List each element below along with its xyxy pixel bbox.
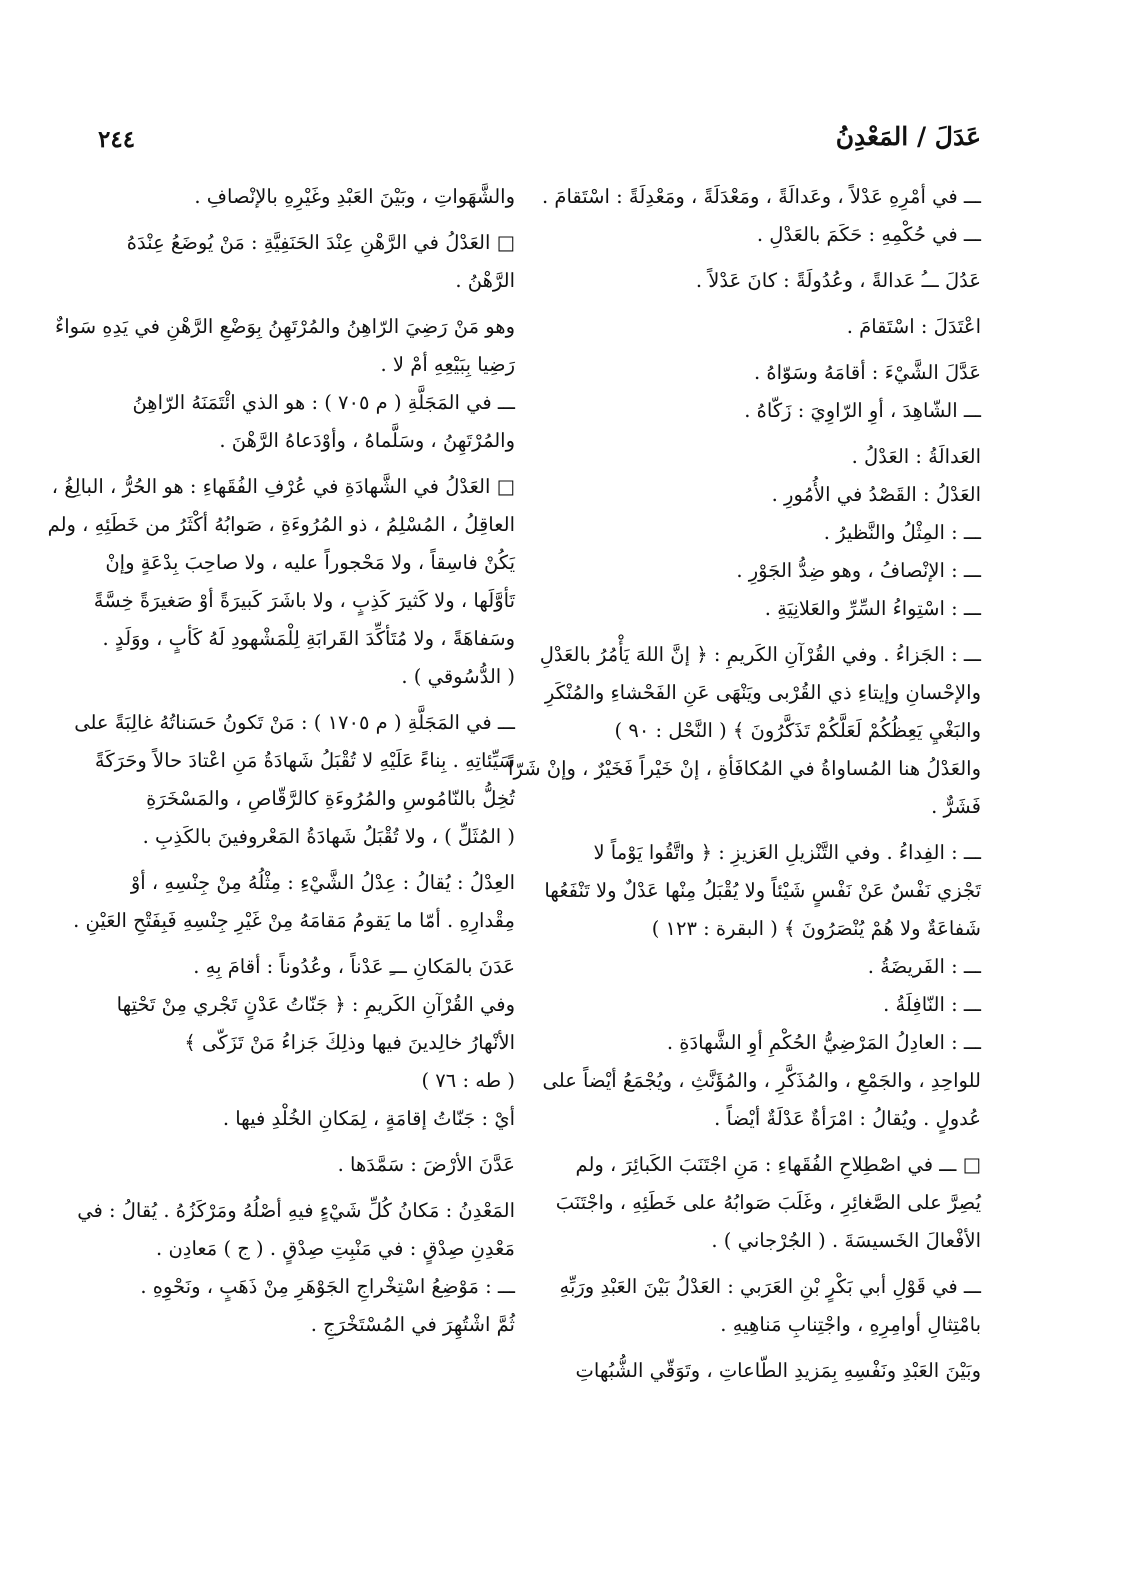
entry-line: المَعْدِنُ : مَكانُ كُلِّ شَيْءٍ فيهِ أصْلُهُ ومَرْكَزُهُ . يُقالُ : في [77,1199,515,1222]
entry-line: عَدَنَ بالمَكانِ ـــِ عَدْناً ، وعُدُوناً : أقامَ بِهِ . [193,955,515,978]
entry-line: والشَّهَواتِ ، وبَيْنَ العَبْدِ وغَيْرِهِ بالإنْصافِ . [194,185,515,208]
entry-line: العاقِلُ ، المُسْلِمُ ، ذو المُرُوءَةِ ، صَوابُهُ أكْثَرُ من خَطَئِهِ ، ولم [47,513,515,536]
entry-line: للواحِدِ ، والجَمْعِ ، والمُذَكَّرِ ، والمُؤَنَّثِ ، ويُجْمَعُ أيْضاً على [542,1069,981,1092]
entry-line: ( طه : ٧٦ ) [421,1069,515,1092]
entry-line: ثُمَّ اشْتُهِرَ في المُسْتَخْرَجِ . [310,1313,515,1336]
entry-line: شَفاعَةٌ ولا هُمْ يُنْصَرُونَ ﴾ ( البقرة : ١٢٣ ) [651,917,981,940]
entry-line: ـــ : المِثْلُ والنَّظيرُ . [823,521,981,544]
entry-line: ـــ في أمْرِهِ عَدْلاً ، وعَدالَةً ، ومَعْدَلَةً ، ومَعْدِلَةً : اسْتَقامَ . [542,185,981,208]
entry-line: رَضِيا بِبَيْعِهِ أمْ لا . [380,353,515,376]
entry-line: الأنْهارُ خالِدينَ فيها وذلِكَ جَزاءُ مَنْ تَزَكّى ﴾ [184,1031,515,1054]
entry-line: بامْتِثالِ أوامِرِهِ ، واجْتِنابِ مَناهِيهِ . [720,1313,981,1336]
entry-line: سَيِّئاتِهِ . بِناءً عَلَيْهِ لا تُقْبَلُ شَهادَةُ مَنِ اعْتادَ حالاً وحَرَكَةً [94,749,515,772]
entry-line: ـــ في حُكْمِهِ : حَكَمَ بالعَدْلِ . [756,223,981,246]
entry-line: ـــ : الفِداءُ . وفي التَّنْزيلِ العَزيزِ : ﴿ واتَّقُوا يَوْماً لا [593,841,981,864]
entry-line: عَدَّلَ الشَّيْءَ : أقامَهُ وسَوّاهُ . [753,361,981,384]
page-number: ٢٤٤ [98,126,136,153]
entry-line: ـــ : الفَريضَةُ . [867,955,981,978]
entry-line: العَدالَةُ : العَدْلُ . [851,445,981,468]
entry-line: تُخِلُّ بالنّامُوسِ والمُرُوءَةِ كالرَّقّاصِ ، والمَسْخَرَةِ [146,787,515,810]
entry-line: مَعْدِنِ صِدْقٍ : في مَنْبِتِ صِدْقٍ . ( ج ) مَعادِن . [156,1237,515,1260]
entry-line: العَدْلُ : القَصْدُ في الأُمُورِ . [771,483,981,506]
entry-line: والبَغْيِ يَعِظُكُمْ لَعَلَّكُمْ تَذَكَّرُونَ ﴾ ( النَّحْل : ٩٠ ) [614,719,981,742]
entry-line: ـــ : النّافِلَةُ . [883,993,981,1016]
entry-line: ـــ في المَجَلَّةِ ( م ٧٠٥ ) : هو الذي ائْتَمَنَهُ الرّاهِنُ [132,391,515,414]
entry-line: ـــ : مَوْضِعُ اسْتِخْراجِ الجَوْهَرِ مِنْ ذَهَبٍ ، ونَحْوِهِ . [140,1275,515,1298]
entry-line: تَأوَّلَها ، ولا كَثيرَ كَذِبٍ ، ولا باشَرَ كَبيرَةً أوْ صَغيرَةً خِسَّةً [93,589,515,612]
entry-line: يَكُنْ فاسِقاً ، ولا مَحْجوراً عليه ، ولا صاحِبَ بِدْعَةٍ وإنْ [105,551,515,574]
entry-line: ( الدُّسُوقي ) . [401,665,515,688]
entry-line: الرَّهْنُ . [455,269,515,292]
entry-line: والعَدْلُ هنا المُساواةُ في المُكافَأةِ ، إنْ خَيْراً فَخَيْرٌ ، وإنْ شَرّاً [508,757,981,780]
entry-line: وفي القُرْآنِ الكَريمِ : ﴿ جَنّاتُ عَدْنٍ تَجْري مِنْ تَحْتِها [116,993,515,1016]
entry-line: عَدَّنَ الأرْضَ : سَمَّدَها . [337,1153,515,1176]
entry-line: □ العَدْلُ في الشَّهادَةِ في عُرْفِ الفُقَهاءِ : هو الحُرُّ ، البالِغُ ، [51,475,515,498]
entry-line: ـــ : الجَزاءُ . وفي القُرْآنِ الكَريمِ : ﴿ إنَّ اللهَ يَأْمُرُ بالعَدْلِ [539,643,981,666]
entry-line: وهو مَنْ رَضِيَ الرّاهِنُ والمُرْتَهِنُ بِوَضْعِ الرَّهْنِ في يَدِهِ سَواءٌ [55,315,515,338]
entry-line: وبَيْنَ العَبْدِ ونَفْسِهِ بِمَزيدِ الطّاعاتِ ، وتَوَقّي الشُّبُهاتِ [575,1359,981,1382]
running-title: عَدَلَ / المَعْدِنُ [835,122,981,151]
entry-line: ـــ الشّاهِدَ ، أوِ الرّاوِيَ : زَكّاهُ . [744,399,981,422]
entry-line: ( المُثَلِّ ) ، ولا تُقْبَلُ شَهادَةُ المَعْروفينَ بالكَذِبِ . [142,825,515,848]
entry-line: عُدولٍ . ويُقالُ : امْرَأةٌ عَدْلَةٌ أيْضاً . [714,1107,981,1130]
entry-line: ـــ : اسْتِواءُ السِّرِّ والعَلانِيَةِ . [764,597,981,620]
entry-line: العِدْلُ : يُقالُ : عِدْلُ الشَّيْءِ : مِثْلُهُ مِنْ جِنْسِهِ ، أوْ [130,871,515,894]
right-column [508,178,981,1390]
entry-line: أيْ : جَنّاتُ إقامَةٍ ، لِمَكانِ الخُلْدِ فيها . [222,1107,515,1130]
entry-line: وسَفاهَةً ، ولا مُتَأكِّدَ القَرابَةِ لِلْمَشْهودِ لَهُ كَأبٍ ، ووَلَدٍ . [102,627,515,650]
entry-line: ـــ في قَوْلِ أبي بَكْرٍ بْنِ العَرَبي : العَدْلُ بَيْنَ العَبْدِ ورَبِّهِ [559,1275,981,1298]
entry-line: الأفْعالَ الخَسيسَةَ . ( الجُرْجاني ) . [711,1229,981,1252]
entry-line: ـــ في المَجَلَّةِ ( م ١٧٠٥ ) : مَنْ تَكونُ حَسَناتُهُ غالِبَةً على [74,711,515,734]
entry-line: فَشَرٌّ . [931,795,981,818]
left-column [47,178,515,1344]
entry-line: ـــ : العادِلُ المَرْضِيُّ الحُكْمِ أوِ الشَّهادَةِ . [666,1031,981,1054]
page-header [0,118,1131,168]
entry-line: عَدُلَ ـــُ عَدالةً ، وعُدُولَةً : كانَ عَدْلاً . [695,269,981,292]
entry-line: مِقْدارِهِ . أمّا ما يَقومُ مَقامَهُ مِنْ غَيْرِ جِنْسِهِ فَبِفَتْحِ العَيْنِ . [73,909,515,932]
entry-line: □ ـــ في اصْطِلاحِ الفُقَهاءِ : مَنِ اجْتَنَبَ الكَبائِرَ ، ولم [575,1153,981,1176]
entry-line: والمُرْتَهِنُ ، وسَلَّماهُ ، وأوْدَعاهُ الرَّهْنَ . [219,429,515,452]
entry-line: يُصِرَّ على الصَّغائِرِ ، وغَلَبَ صَوابُهُ على خَطَئِهِ ، واجْتَنَبَ [555,1191,981,1214]
entry-line: ـــ : الإنْصافُ ، وهو ضِدُّ الجَوْرِ . [736,559,981,582]
entry-line: والإحْسانِ وإيتاءِ ذي القُرْبى ويَنْهَى عَنِ الفَحْشاءِ والمُنْكَرِ [544,681,981,704]
entry-line: □ العَدْلُ في الرَّهْنِ عِنْدَ الحَنَفِيَّةِ : مَنْ يُوضَعُ عِنْدَهُ [126,231,515,254]
entry-line: اعْتَدَلَ : اسْتَقامَ . [846,315,981,338]
entry-line: تَجْزي نَفْسٌ عَنْ نَفْسٍ شَيْئاً ولا يُقْبَلُ مِنْها عَدْلٌ ولا تَنْفَعُها [544,879,981,902]
